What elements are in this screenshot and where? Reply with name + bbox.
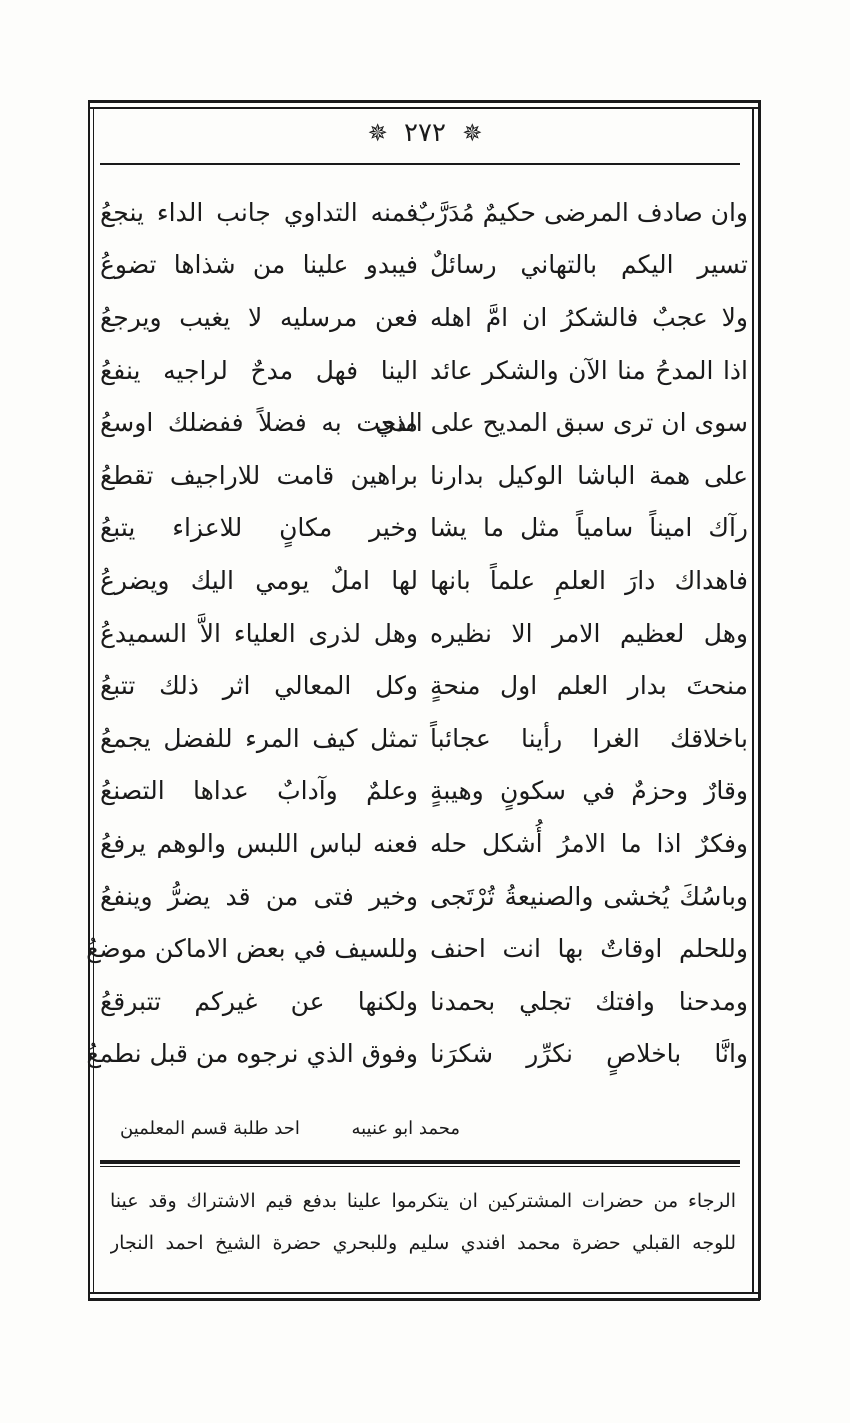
first-hemistich: وانَّا باخلاصٍ نكرِّر شكرَنا <box>430 1039 748 1069</box>
first-hemistich: وفكرٌ اذا ما الامرُ أُشكل حله <box>430 828 748 858</box>
verse-row <box>100 449 748 502</box>
first-hemistich: ومدحنا وافتك تجلي بحمدنا <box>430 986 748 1016</box>
second-hemistich: فمنه التداوي جانب الداء ينجعُ <box>100 197 418 227</box>
second-hemistich: وخير مكانٍ للاعزاء يتبعُ <box>100 513 418 543</box>
verse-row <box>100 396 748 449</box>
subscription-notice <box>110 1180 736 1264</box>
verse-row <box>100 765 748 818</box>
frame-left-rule <box>88 100 90 1300</box>
verse-row <box>86 922 748 975</box>
second-hemistich: فعنه لباس اللبس والوهم يرفعُ <box>100 828 418 858</box>
poem <box>86 186 748 1080</box>
frame-bottom-rule <box>88 1298 760 1301</box>
second-hemistich: تمثل كيف المرء للفضل يجمعُ <box>100 723 418 753</box>
second-hemistich: وفوق الذي نرجوه من قبل نطمعُ <box>86 1039 418 1069</box>
notice-line: للوجه القبلي حضرة محمد افندي سليم وللبحري حضرة الشيخ احمد النجار <box>110 1232 736 1254</box>
author-name: محمد ابو عنيبه <box>351 1118 460 1139</box>
ornament-star-icon: ✵ <box>367 119 388 147</box>
first-hemistich: منحتَ بدار العلم اول منحةٍ <box>430 671 748 701</box>
verse-row <box>100 659 748 712</box>
first-hemistich: وان صادف المرضى حكيمٌ مُدَرَّبٌ <box>412 197 748 227</box>
signature <box>120 1118 460 1139</box>
frame-right-rule <box>758 100 761 1300</box>
first-hemistich: تسير اليكم بالتهاني رسائلٌ <box>430 250 748 280</box>
second-hemistich: فيبدو علينا من شذاها تضوعُ <box>100 250 418 280</box>
first-hemistich: وقارٌ وحزمٌ في سكونٍ وهيبةٍ <box>430 776 748 806</box>
verse-row <box>100 870 748 923</box>
second-hemistich: وعلمٌ وآدابٌ عداها التصنعُ <box>100 776 418 806</box>
verse-row <box>100 291 748 344</box>
verse-row <box>100 502 748 555</box>
ornament-star-icon: ✵ <box>462 119 483 147</box>
first-hemistich: ولا عجبٌ فالشكرُ ان امَّ اهله <box>430 302 748 332</box>
verse-row <box>100 712 748 765</box>
author-title: احد طلبة قسم المعلمين <box>120 1118 300 1139</box>
first-hemistich: فاهداك دارَ العلمِ علماً بانها <box>430 565 748 595</box>
verse-row <box>100 239 748 292</box>
frame-top-inner-rule <box>88 107 760 109</box>
first-hemistich: وباسُكَ يُخشى والصنيعةُ تُرْتَجى <box>430 881 748 911</box>
page-header <box>0 118 850 148</box>
second-hemistich: ولكنها عن غيركم تتبرقعُ <box>100 986 418 1016</box>
first-hemistich: اذا المدحُ منا الآن والشكر عائد <box>430 355 748 385</box>
frame-right-inner-rule <box>752 107 754 1293</box>
verse-row <box>100 344 748 397</box>
first-hemistich: وهل لعظيم الامر الا نظيره <box>430 618 748 648</box>
first-hemistich: باخلاقك الغرا رأينا عجائباً <box>430 723 748 753</box>
second-hemistich: وهل لذرى العلياء الاَّ السميدعُ <box>100 618 418 648</box>
verse-row <box>100 817 748 870</box>
second-hemistich: براهين قامت للاراجيف تقطعُ <box>100 460 418 490</box>
second-hemistich: الينا فهل مدحٌ لراجيه ينفعُ <box>100 355 418 385</box>
verse-row <box>100 186 748 239</box>
second-hemistich: فعن مرسليه لا يغيب ويرجعُ <box>100 302 418 332</box>
verse-row <box>100 554 748 607</box>
verse-row <box>86 1028 748 1081</box>
second-hemistich: لها املٌ يومي اليك ويضرعُ <box>100 565 418 595</box>
second-hemistich: وللسيف في بعض الاماكن موضعُ <box>86 934 418 964</box>
frame-bottom-inner-rule <box>88 1292 760 1294</box>
second-hemistich: وكل المعالي اثر ذلك تتبعُ <box>100 671 418 701</box>
notice-inner-rule <box>100 1166 740 1167</box>
first-hemistich: على همة الباشا الوكيل بدارنا <box>430 460 748 490</box>
page-number: ٢٧٢ <box>404 118 446 148</box>
verse-row <box>100 607 748 660</box>
header-rule <box>100 163 740 165</box>
first-hemistich: رآك اميناً سامياً مثل ما يشا <box>430 513 748 543</box>
notice-rule <box>100 1160 740 1164</box>
first-hemistich: وللحلم اوقاتٌ بها انت احنف <box>430 934 748 964</box>
second-hemistich: منحت به فضلاً ففضلك اوسعُ <box>100 408 418 438</box>
second-hemistich: وخير فتى من قد يضرُّ وينفعُ <box>100 881 418 911</box>
verse-row <box>100 975 748 1028</box>
frame-top-rule <box>88 100 760 103</box>
frame-left-inner-rule <box>93 107 94 1293</box>
first-hemistich: سوى ان ترى سبق المديح على الذي <box>375 408 748 438</box>
notice-line: الرجاء من حضرات المشتركين ان يتكرموا علينا بدفع قيم الاشتراك وقد عينا <box>110 1190 736 1212</box>
